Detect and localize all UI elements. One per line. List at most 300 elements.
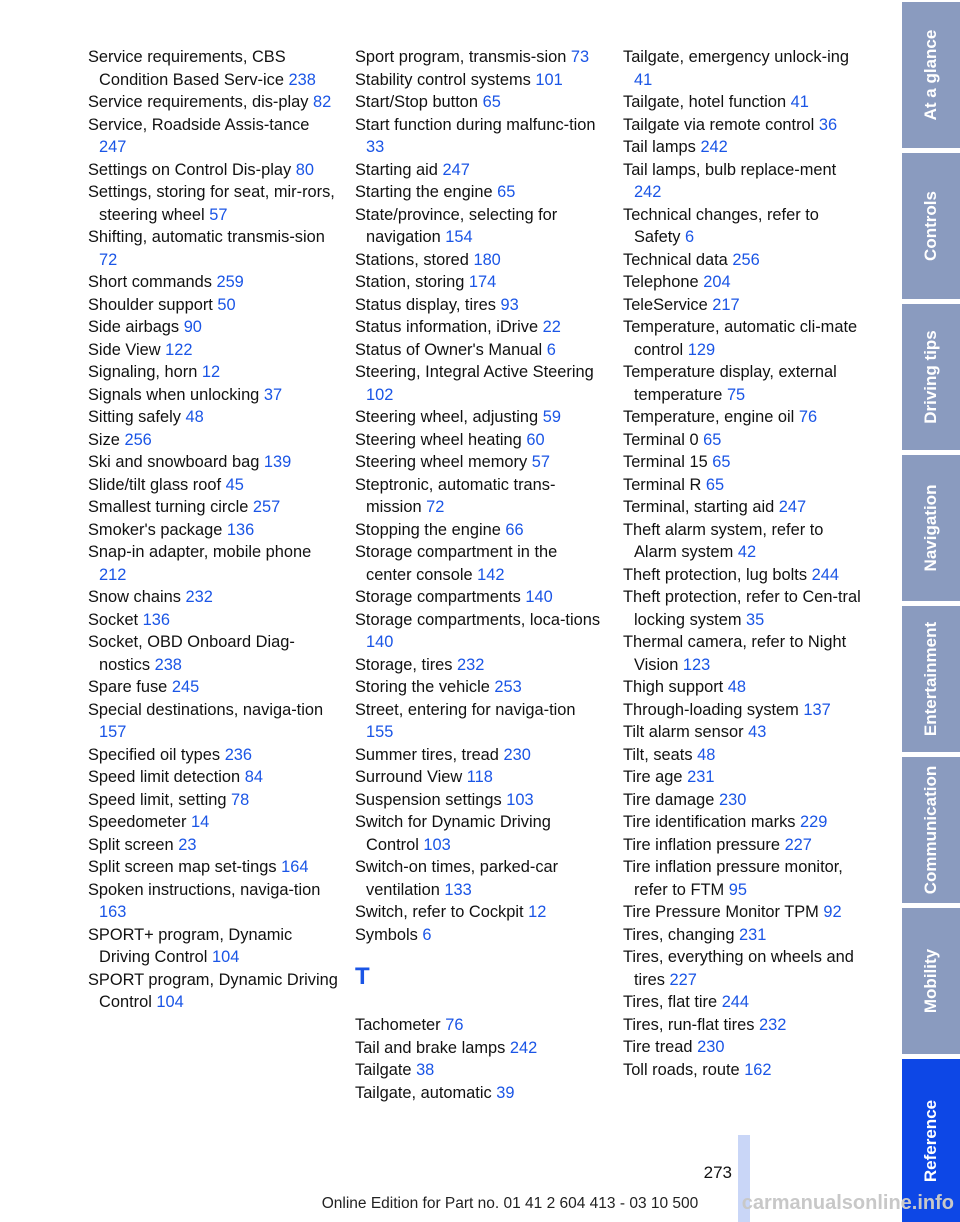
entry-page-link[interactable]: 242 bbox=[700, 138, 728, 156]
entry-term: SPORT program, Dynamic Driving Control bbox=[88, 970, 338, 1011]
index-entry bbox=[355, 406, 607, 429]
index-entry bbox=[355, 1037, 607, 1060]
entry-page-link[interactable]: 123 bbox=[682, 655, 711, 674]
entry-term: Service requirements, dis-play bbox=[88, 93, 309, 111]
entry-page-link[interactable]: 242 bbox=[634, 183, 662, 201]
entry-term: Tail and brake lamps bbox=[355, 1038, 506, 1057]
entry-page-link[interactable]: 122 bbox=[165, 340, 193, 359]
entry-page-link[interactable]: 84 bbox=[244, 768, 263, 786]
entry-page-link[interactable]: 103 bbox=[506, 790, 534, 809]
entry-term: Terminal, starting aid bbox=[623, 498, 775, 516]
entry-term: Tires, everything on wheels and tires bbox=[623, 948, 854, 989]
entry-page-link[interactable]: 35 bbox=[746, 610, 765, 629]
entry-page-link[interactable]: 204 bbox=[703, 273, 731, 291]
entry-page-link[interactable]: 6 bbox=[685, 228, 695, 246]
entry-term: Shoulder support bbox=[88, 295, 213, 314]
entry-term: Status information, iDrive bbox=[355, 318, 539, 336]
entry-term: Status of Owner's Manual bbox=[355, 340, 543, 359]
entry-page-link[interactable]: 238 bbox=[154, 655, 182, 674]
index-entry bbox=[623, 631, 868, 676]
entry-page-link[interactable]: 48 bbox=[185, 408, 204, 426]
entry-page-link[interactable]: 242 bbox=[509, 1038, 538, 1057]
entry-term: Tailgate via remote control bbox=[623, 115, 815, 134]
index-entry bbox=[355, 1059, 607, 1082]
entry-page-link[interactable]: 162 bbox=[744, 1060, 772, 1079]
entry-page-link[interactable]: 41 bbox=[790, 93, 809, 111]
index-entry bbox=[623, 114, 868, 137]
entry-term: Tailgate, emergency unlock-ing bbox=[623, 48, 849, 66]
entry-term: Special destinations, naviga-tion bbox=[88, 700, 324, 719]
entry-page-link[interactable]: 48 bbox=[727, 678, 747, 696]
entry-page-link[interactable]: 157 bbox=[99, 723, 127, 741]
entry-term: Theft protection, lug bolts bbox=[623, 565, 808, 584]
index-entry bbox=[623, 676, 868, 699]
entry-page-link[interactable]: 245 bbox=[171, 678, 200, 696]
entry-term: Signals when unlocking bbox=[88, 385, 260, 404]
entry-term: Switch-on times, parked-car ventilation bbox=[355, 858, 559, 899]
entry-term: Specified oil types bbox=[88, 745, 221, 764]
tab-mobility[interactable] bbox=[902, 908, 960, 1054]
entry-page-link[interactable]: 231 bbox=[687, 768, 715, 786]
entry-term: Tires, changing bbox=[623, 925, 735, 944]
entry-page-link[interactable]: 65 bbox=[712, 453, 731, 471]
entry-term: Tilt, seats bbox=[623, 745, 693, 764]
index-entry bbox=[623, 316, 868, 361]
index-entry bbox=[623, 519, 868, 564]
index-entry bbox=[355, 811, 607, 856]
entry-page-link[interactable]: 163 bbox=[99, 903, 127, 921]
entry-term: Split screen bbox=[88, 835, 174, 854]
entry-page-link[interactable]: 155 bbox=[366, 723, 394, 741]
entry-page-link[interactable]: 140 bbox=[366, 633, 394, 651]
entry-page-link[interactable]: 42 bbox=[737, 543, 757, 561]
index-entry bbox=[355, 744, 607, 767]
tab-label: Controls bbox=[921, 191, 940, 261]
index-entry bbox=[623, 856, 868, 901]
entry-term: Suspension settings bbox=[355, 790, 502, 809]
index-entry bbox=[88, 114, 338, 159]
page-number: 273 bbox=[703, 1163, 732, 1182]
index-entry bbox=[88, 766, 338, 789]
index-entry bbox=[88, 316, 338, 339]
index-entry bbox=[623, 1036, 868, 1059]
entry-term: Thermal camera, refer to Night Vision bbox=[623, 633, 847, 674]
index-entry bbox=[88, 91, 338, 114]
entry-term: Service requirements, CBS Condition Based Serv-ice bbox=[88, 48, 286, 89]
entry-page-link[interactable]: 140 bbox=[525, 588, 553, 606]
index-entry bbox=[623, 429, 868, 452]
entry-term: Steering wheel heating bbox=[355, 430, 522, 449]
entry-term: Smallest turning circle bbox=[88, 498, 249, 516]
entry-page-link[interactable]: 90 bbox=[183, 318, 202, 336]
entry-term: Split screen map set-tings bbox=[88, 858, 277, 876]
entry-page-link[interactable]: 102 bbox=[366, 385, 394, 404]
entry-page-link[interactable]: 136 bbox=[142, 610, 171, 629]
entry-term: Tires, flat tire bbox=[623, 993, 718, 1011]
index-entry bbox=[355, 654, 607, 677]
entry-page-link[interactable]: 227 bbox=[669, 970, 697, 989]
index-entry bbox=[88, 969, 338, 1014]
entry-term: Tailgate, hotel function bbox=[623, 93, 787, 111]
entry-term: Temperature, automatic cli-mate control bbox=[623, 318, 858, 359]
index-entry bbox=[355, 204, 607, 249]
entry-page-link[interactable]: 82 bbox=[313, 93, 332, 111]
entry-term: Short commands bbox=[88, 273, 212, 291]
entry-page-link[interactable]: 6 bbox=[422, 925, 432, 944]
tab-label: Navigation bbox=[921, 484, 940, 572]
chapter-tabs bbox=[902, 0, 960, 1222]
tab-navigation[interactable] bbox=[902, 455, 960, 601]
index-entry bbox=[88, 879, 338, 924]
entry-term: Street, entering for naviga-tion bbox=[355, 700, 576, 719]
entry-page-link[interactable]: 65 bbox=[703, 430, 722, 449]
entry-term: Tire identification marks bbox=[623, 813, 796, 831]
index-entry bbox=[623, 271, 868, 294]
entry-term: Summer tires, tread bbox=[355, 745, 499, 764]
index-entry bbox=[88, 834, 338, 857]
entry-term: Stations, stored bbox=[355, 250, 469, 269]
index-entry bbox=[355, 901, 607, 924]
entry-page-link[interactable]: 227 bbox=[784, 835, 812, 854]
index-entry bbox=[355, 474, 607, 519]
index-entry bbox=[88, 429, 338, 452]
entry-page-link[interactable]: 95 bbox=[728, 880, 747, 899]
index-entry bbox=[623, 91, 868, 114]
entry-term: Through-loading system bbox=[623, 700, 799, 719]
entry-term: Service, Roadside Assis-tance bbox=[88, 115, 310, 134]
entry-page-link[interactable]: 65 bbox=[705, 475, 725, 494]
entry-term: Tail lamps bbox=[623, 138, 696, 156]
entry-page-link[interactable]: 133 bbox=[444, 880, 472, 899]
entry-page-link[interactable]: 238 bbox=[288, 70, 316, 89]
entry-term: Switch, refer to Cockpit bbox=[355, 903, 524, 921]
index-entry bbox=[623, 924, 868, 947]
entry-term: Technical data bbox=[623, 250, 728, 269]
index-entry bbox=[88, 631, 338, 676]
index-entry bbox=[88, 924, 338, 969]
entry-term: Theft alarm system, refer to Alarm system bbox=[623, 520, 824, 561]
index-entry bbox=[623, 586, 868, 631]
entry-term: Tachometer bbox=[355, 1016, 441, 1034]
entry-term: Theft protection, refer to Cen-tral locking system bbox=[623, 588, 861, 629]
tab-at-a-glance[interactable] bbox=[902, 2, 960, 148]
entry-term: Tailgate bbox=[355, 1061, 412, 1079]
entry-page-link[interactable]: 33 bbox=[366, 138, 385, 156]
tab-label: Communication bbox=[921, 765, 940, 895]
entry-page-link[interactable]: 14 bbox=[190, 813, 210, 831]
index-entry bbox=[623, 744, 868, 767]
entry-term: Signaling, horn bbox=[88, 363, 198, 381]
entry-page-link[interactable]: 229 bbox=[800, 813, 828, 831]
entry-page-link[interactable]: 137 bbox=[803, 700, 831, 719]
index-entry bbox=[88, 451, 338, 474]
entry-page-link[interactable]: 259 bbox=[216, 273, 244, 291]
entry-page-link[interactable]: 136 bbox=[226, 520, 255, 539]
entry-term: Stability control systems bbox=[355, 70, 531, 89]
entry-term: Terminal 15 bbox=[623, 453, 708, 471]
index-entry bbox=[355, 429, 607, 452]
entry-page-link[interactable]: 217 bbox=[712, 295, 740, 314]
entry-term: Settings, storing for seat, mir-rors, steering wheel bbox=[88, 183, 335, 224]
entry-page-link[interactable]: 247 bbox=[442, 160, 470, 179]
entry-page-link[interactable]: 72 bbox=[99, 250, 118, 269]
entry-term: Storage compartments, loca-tions bbox=[355, 610, 601, 629]
entry-page-link[interactable]: 164 bbox=[281, 858, 309, 876]
entry-page-link[interactable]: 212 bbox=[99, 565, 127, 584]
index-entry bbox=[355, 249, 607, 272]
entry-term: Socket bbox=[88, 610, 139, 629]
entry-term: Side View bbox=[88, 340, 161, 359]
index-entry bbox=[88, 744, 338, 767]
entry-page-link[interactable]: 59 bbox=[542, 408, 561, 426]
entry-page-link[interactable]: 154 bbox=[445, 228, 473, 246]
entry-page-link[interactable]: 76 bbox=[445, 1016, 464, 1034]
index-entry bbox=[355, 1082, 607, 1105]
entry-page-link[interactable]: 236 bbox=[224, 745, 253, 764]
entry-page-link[interactable]: 247 bbox=[778, 498, 807, 516]
index-entry bbox=[623, 699, 868, 722]
entry-page-link[interactable]: 45 bbox=[225, 475, 244, 494]
tab-label: Mobility bbox=[921, 948, 940, 1014]
entry-page-link[interactable]: 36 bbox=[818, 115, 838, 134]
index-entry bbox=[88, 541, 338, 586]
index-column-2 bbox=[355, 46, 607, 1104]
index-entry bbox=[623, 451, 868, 474]
entry-page-link[interactable]: 75 bbox=[726, 385, 746, 404]
entry-page-link[interactable]: 232 bbox=[457, 655, 485, 674]
index-entry bbox=[355, 699, 607, 744]
entry-term: Tire inflation pressure monitor, refer to FTM bbox=[623, 858, 843, 899]
entry-page-link[interactable]: 247 bbox=[99, 138, 127, 156]
index-entry bbox=[623, 766, 868, 789]
index-column-3 bbox=[623, 46, 868, 1081]
entry-page-link[interactable]: 66 bbox=[505, 520, 524, 539]
index-entry bbox=[88, 339, 338, 362]
index-entry bbox=[623, 294, 868, 317]
index-entry bbox=[355, 541, 607, 586]
entry-term: Spoken instructions, naviga-tion bbox=[88, 880, 321, 899]
index-entry bbox=[88, 384, 338, 407]
entry-page-link[interactable]: 256 bbox=[124, 430, 152, 449]
entry-page-link[interactable]: 232 bbox=[185, 588, 213, 606]
tab-driving-tips[interactable] bbox=[902, 304, 960, 450]
index-entry bbox=[88, 361, 338, 384]
tab-communication[interactable] bbox=[902, 757, 960, 903]
index-entry bbox=[88, 294, 338, 317]
entry-term: Speed limit detection bbox=[88, 768, 241, 786]
entry-page-link[interactable]: 244 bbox=[811, 565, 839, 584]
entry-term: Settings on Control Dis-play bbox=[88, 160, 292, 179]
index-entry bbox=[355, 294, 607, 317]
index-entry bbox=[355, 676, 607, 699]
entry-page-link[interactable]: 50 bbox=[217, 295, 236, 314]
entry-term: Socket, OBD Onboard Diag-nostics bbox=[88, 633, 295, 674]
entry-term: Status display, tires bbox=[355, 295, 496, 314]
entry-term: Thigh support bbox=[623, 678, 724, 696]
entry-page-link[interactable]: 39 bbox=[496, 1083, 515, 1102]
index-entry bbox=[88, 676, 338, 699]
entry-page-link[interactable]: 72 bbox=[426, 498, 445, 516]
entry-term: Tire inflation pressure bbox=[623, 835, 780, 854]
index-entry bbox=[623, 901, 868, 924]
index-entry bbox=[623, 991, 868, 1014]
index-entry bbox=[88, 789, 338, 812]
entry-term: Steering, Integral Active Steering bbox=[355, 363, 594, 381]
entry-page-link[interactable]: 80 bbox=[295, 160, 314, 179]
index-entry bbox=[623, 361, 868, 406]
entry-term: Sitting safely bbox=[88, 408, 181, 426]
entry-page-link[interactable]: 139 bbox=[263, 453, 292, 471]
entry-term: Speed limit, setting bbox=[88, 790, 227, 809]
entry-term: Tire Pressure Monitor TPM bbox=[623, 903, 819, 921]
index-entry bbox=[88, 519, 338, 542]
entry-term: Toll roads, route bbox=[623, 1060, 740, 1079]
entry-page-link[interactable]: 253 bbox=[494, 678, 522, 696]
index-entry bbox=[623, 249, 868, 272]
entry-term: Snap-in adapter, mobile phone bbox=[88, 543, 312, 561]
entry-page-link[interactable]: 43 bbox=[748, 723, 767, 741]
index-entry bbox=[623, 564, 868, 587]
entry-page-link[interactable]: 76 bbox=[798, 408, 818, 426]
index-entry bbox=[623, 496, 868, 519]
index-entry bbox=[88, 856, 338, 879]
index-entry bbox=[88, 586, 338, 609]
entry-page-link[interactable]: 244 bbox=[721, 993, 750, 1011]
entry-term: Storing the vehicle bbox=[355, 678, 490, 696]
entry-page-link[interactable]: 180 bbox=[473, 250, 501, 269]
index-entry bbox=[623, 474, 868, 497]
section-letter: T bbox=[355, 963, 370, 990]
index-entry bbox=[88, 46, 338, 91]
entry-term: Start function during malfunc-tion bbox=[355, 115, 596, 134]
entry-term: Slide/tilt glass roof bbox=[88, 475, 222, 494]
entry-page-link[interactable]: 104 bbox=[211, 948, 240, 966]
index-entry bbox=[355, 519, 607, 542]
entry-term: Tailgate, automatic bbox=[355, 1083, 492, 1102]
index-entry bbox=[623, 159, 868, 204]
index-entry bbox=[88, 699, 338, 744]
entry-page-link[interactable]: 57 bbox=[209, 205, 228, 224]
index-entry bbox=[355, 114, 607, 159]
entry-page-link[interactable]: 174 bbox=[468, 273, 497, 291]
entry-term: Spare fuse bbox=[88, 678, 168, 696]
entry-page-link[interactable]: 142 bbox=[477, 565, 505, 584]
index-entry bbox=[623, 406, 868, 429]
entry-term: TeleService bbox=[623, 295, 708, 314]
entry-page-link[interactable]: 22 bbox=[542, 318, 561, 336]
entry-page-link[interactable]: 230 bbox=[503, 745, 531, 764]
entry-page-link[interactable]: 60 bbox=[526, 430, 545, 449]
entry-page-link[interactable]: 231 bbox=[739, 925, 767, 944]
entry-term: Storage compartments bbox=[355, 588, 521, 606]
entry-page-link[interactable]: 23 bbox=[178, 835, 197, 854]
index-entry bbox=[88, 181, 338, 226]
entry-term: Temperature display, external temperature bbox=[623, 363, 837, 404]
index-entry bbox=[355, 159, 607, 182]
entry-term: Steering wheel memory bbox=[355, 453, 528, 471]
entry-term: Switch for Dynamic Driving Control bbox=[355, 813, 551, 854]
index-entry bbox=[355, 361, 607, 406]
entry-page-link[interactable]: 256 bbox=[732, 250, 760, 269]
entry-page-link[interactable]: 12 bbox=[528, 903, 547, 921]
entry-page-link[interactable]: 73 bbox=[570, 48, 590, 66]
entry-term: Smoker's package bbox=[88, 520, 223, 539]
entry-term: Side airbags bbox=[88, 318, 180, 336]
entry-term: Terminal 0 bbox=[623, 430, 699, 449]
entry-page-link[interactable]: 65 bbox=[497, 183, 516, 201]
entry-page-link[interactable]: 41 bbox=[634, 70, 653, 89]
index-entry bbox=[355, 1014, 607, 1037]
entry-page-link[interactable]: 57 bbox=[531, 453, 550, 471]
index-entry bbox=[88, 496, 338, 519]
entry-page-link[interactable]: 103 bbox=[423, 835, 451, 854]
entry-term: Steptronic, automatic trans-mission bbox=[355, 475, 556, 516]
entry-page-link[interactable]: 6 bbox=[546, 340, 556, 359]
entry-term: SPORT+ program, Dynamic Driving Control bbox=[88, 925, 293, 966]
footer-text: Online Edition for Part no. 01 41 2 604 413 - 03 10 500 bbox=[321, 1195, 699, 1212]
entry-page-link[interactable]: 104 bbox=[156, 993, 184, 1011]
entry-page-link[interactable]: 37 bbox=[263, 385, 283, 404]
index-entry bbox=[623, 789, 868, 812]
entry-page-link[interactable]: 232 bbox=[759, 1015, 787, 1034]
entry-term: Tire tread bbox=[623, 1038, 693, 1056]
index-entry bbox=[88, 811, 338, 834]
entry-term: Temperature, engine oil bbox=[623, 408, 795, 426]
entry-page-link[interactable]: 118 bbox=[466, 768, 493, 786]
index-entry bbox=[88, 474, 338, 497]
tab-label: At a glance bbox=[921, 29, 940, 121]
index-entry bbox=[355, 46, 607, 69]
index-entry bbox=[355, 924, 607, 947]
index-entry bbox=[623, 721, 868, 744]
entry-page-link[interactable]: 93 bbox=[500, 295, 519, 314]
entry-page-link[interactable]: 65 bbox=[482, 93, 501, 111]
tab-entertainment[interactable] bbox=[902, 606, 960, 752]
entry-page-link[interactable]: 12 bbox=[201, 363, 221, 381]
index-entry bbox=[355, 91, 607, 114]
index-entry bbox=[355, 181, 607, 204]
index-entry bbox=[355, 316, 607, 339]
tab-controls[interactable] bbox=[902, 153, 960, 299]
entry-page-link[interactable]: 38 bbox=[416, 1061, 435, 1079]
entry-term: Telephone bbox=[623, 273, 699, 291]
index-entry bbox=[355, 609, 607, 654]
index-entry bbox=[355, 856, 607, 901]
entry-page-link[interactable]: 101 bbox=[535, 70, 563, 89]
index-entry bbox=[623, 204, 868, 249]
entry-page-link[interactable]: 78 bbox=[231, 790, 250, 809]
entry-page-link[interactable]: 48 bbox=[697, 745, 716, 764]
index-entry bbox=[88, 609, 338, 632]
entry-page-link[interactable]: 257 bbox=[252, 498, 281, 516]
index-column-1 bbox=[88, 46, 338, 1014]
index-entry bbox=[355, 339, 607, 362]
entry-term: Technical changes, refer to Safety bbox=[623, 205, 819, 246]
entry-page-link[interactable]: 129 bbox=[687, 340, 716, 359]
entry-term: Stopping the engine bbox=[355, 520, 501, 539]
entry-term: Start/Stop button bbox=[355, 93, 479, 111]
index-entry bbox=[355, 789, 607, 812]
entry-term: Surround View bbox=[355, 768, 463, 786]
entry-page-link[interactable]: 92 bbox=[823, 903, 842, 921]
entry-term: Size bbox=[88, 430, 120, 449]
entry-page-link[interactable]: 230 bbox=[718, 790, 747, 809]
index-entry bbox=[623, 1059, 868, 1082]
entry-term: Tire age bbox=[623, 768, 683, 786]
entry-term: Tail lamps, bulb replace-ment bbox=[623, 160, 837, 179]
entry-page-link[interactable]: 230 bbox=[697, 1038, 725, 1056]
index-entry bbox=[88, 159, 338, 182]
